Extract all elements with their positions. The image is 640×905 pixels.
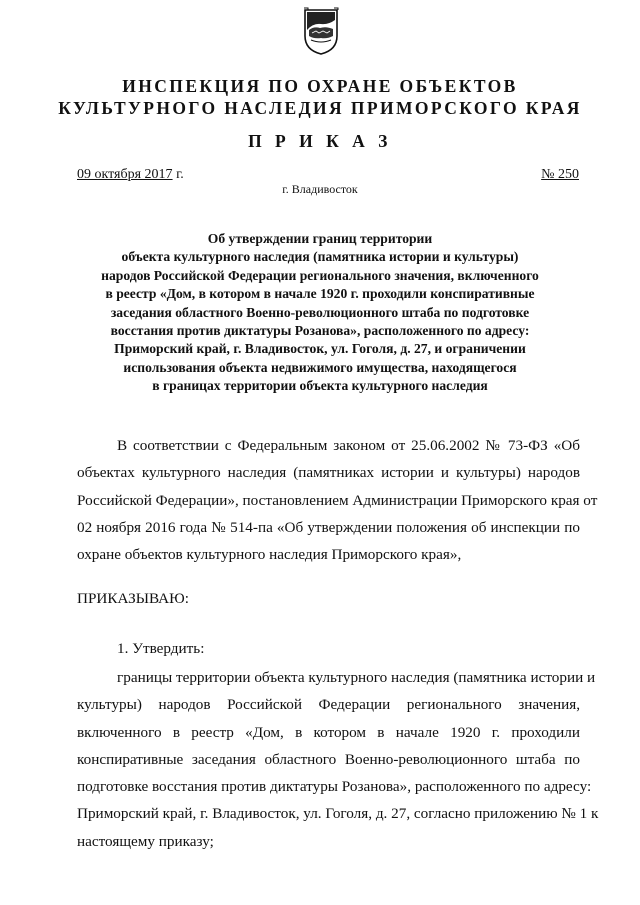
item-1-line: Приморский край, г. Владивосток, ул. Гоголя, д. 27, согласно приложению № 1 к [77, 805, 599, 823]
subject-line: восстания против диктатуры Розанова», расположенного по адресу: [110, 323, 530, 339]
preamble-line: объектах культурного наследия (памятниках истории и культуры) народов [77, 464, 580, 482]
subject-line: Об утверждении границ территории [207, 231, 433, 246]
document-date [77, 167, 184, 183]
preamble-line: охране объектов культурного наследия Приморского края», [77, 546, 462, 564]
item-1-paragraph [77, 664, 599, 855]
item-1-line: границы территории объекта культурного наследия (памятника истории и [117, 669, 596, 686]
number-value: 250 [558, 167, 579, 182]
number-prefix: № [541, 167, 558, 182]
preamble-line: 02 ноября 2016 года № 514-па «Об утверждении положения об инспекции по [77, 518, 580, 536]
subject-line: заседания областного Военно-революционного штаба по подготовке [110, 304, 530, 320]
item-1-heading: 1. Утвердить: [117, 640, 205, 657]
organization-name-line-1: ИНСПЕКЦИЯ ПО ОХРАНЕ ОБЪЕКТОВ [122, 76, 518, 96]
document-subject [70, 230, 570, 396]
item-1-line: настоящему приказу; [77, 832, 214, 850]
item-1-line: конспиративные заседания областного Военно-революционного штаба по [77, 750, 580, 768]
document-number [541, 167, 579, 183]
preamble-line: Российской Федерации», постановлением Администрации Приморского края от [77, 491, 598, 509]
item-1-line: культуры) народов Российской Федерации регионального значения, [77, 696, 580, 714]
order-word: ПРИКАЗЫВАЮ: [77, 590, 189, 607]
subject-line: объекта культурного наследия (памятника истории и культуры) [121, 249, 519, 265]
date-suffix: г. [172, 167, 184, 182]
document-city: г. Владивосток [282, 182, 358, 196]
subject-line: использования объекта недвижимого имущества, находящегося [123, 359, 517, 375]
item-1-line: подготовке восстания против диктатуры Розанова», расположенного по адресу: [77, 778, 592, 796]
document-type-title: П Р И К А З [248, 131, 392, 151]
coat-of-arms-icon [302, 6, 340, 56]
preamble-paragraph [77, 432, 598, 568]
item-1-line: включенного в реестр «Дом, в котором в начале 1920 г. проходили [77, 723, 580, 741]
organization-name-line-2: КУЛЬТУРНОГО НАСЛЕДИЯ ПРИМОРСКОГО КРАЯ [58, 98, 582, 118]
subject-line: Приморский край, г. Владивосток, ул. Гоголя, д. 27, и ограничении [114, 341, 526, 357]
preamble-line: В соответствии с Федеральным законом от 25.06.2002 № 73-ФЗ «Об [117, 437, 580, 454]
date-value: 09 октября 2017 [77, 167, 173, 182]
subject-line: народов Российской Федерации регионального значения, включенного [101, 267, 539, 283]
subject-line: в границах территории объекта культурного наследия [152, 378, 488, 394]
subject-line: в реестр «Дом, в котором в начале 1920 г. проходили конспиративные [105, 286, 535, 302]
